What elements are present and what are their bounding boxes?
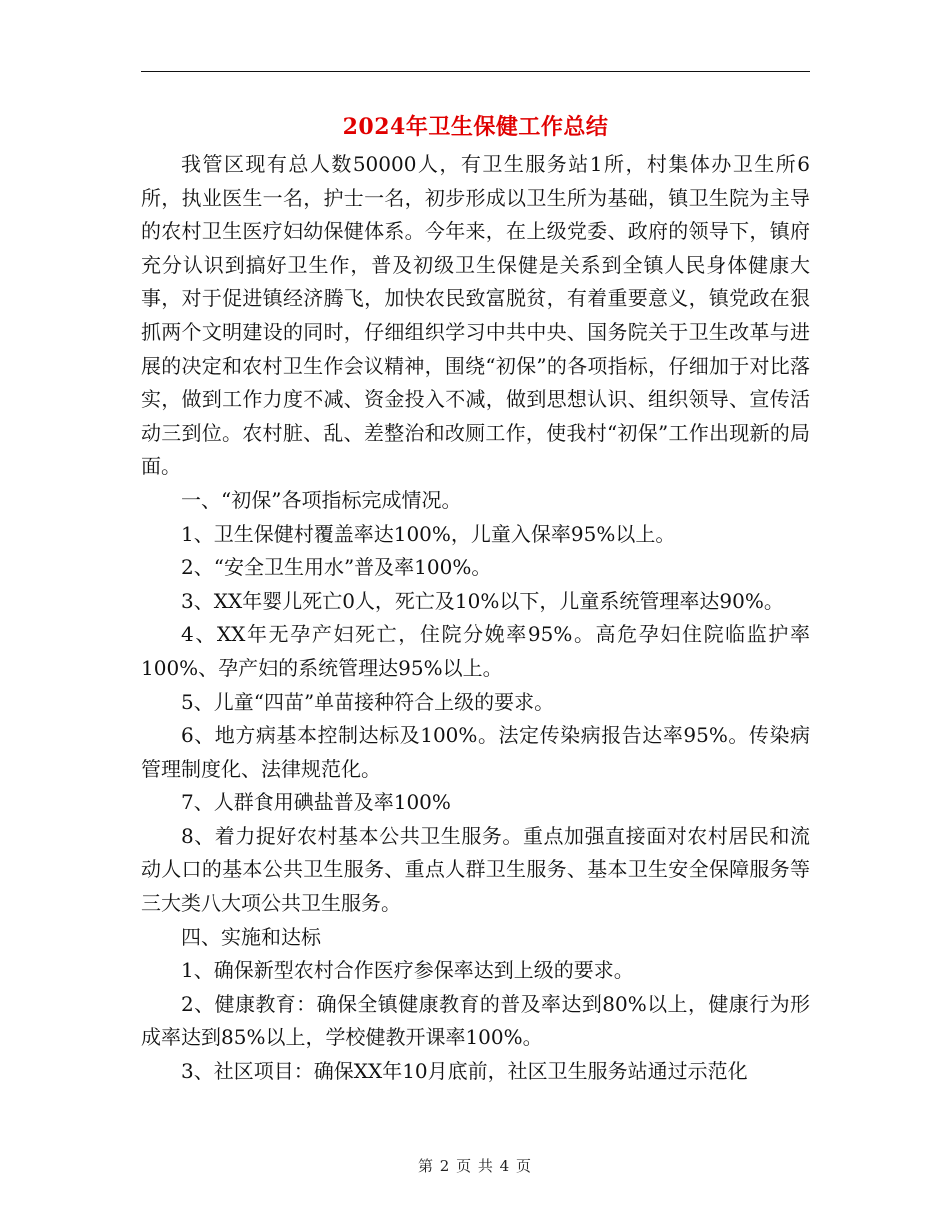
list-item: 4、XX年无孕产妇死亡，住院分娩率95%。高危孕妇住院临监护率100%、孕产妇的系统管理达95%以上。 [141,622,810,680]
list-item: 2、“安全卫生用水”普及率100%。 [181,555,492,580]
list-item: 3、XX年婴儿死亡0人，死亡及10%以下，儿童系统管理率达90%。 [181,588,784,613]
list-item: 2、健康教育：确保全镇健康教育的普及率达到80%以上，健康行为形成率达到85%以上，学校健教开课率100%。 [141,991,810,1050]
list-item: 6、地方病基本控制达标及100%。法定传染病报告达率95%。传染病管理制度化、法律规范化。 [141,723,810,781]
list-item: 3、社区项目：确保XX年10月底前，社区卫生服务站通过示范化 [181,1059,748,1084]
list-item: 1、卫生保健村覆盖率达100%，儿童入保率95%以上。 [181,521,676,546]
page-footer: 第 2 页 共 4 页 [418,1157,532,1175]
list-item: 1、确保新型农村合作医疗参保率达到上级的要求。 [181,958,634,983]
document-title: 2024年卫生保健工作总结 [342,114,609,140]
section-heading: 一、“初保”各项指标完成情况。 [181,487,462,512]
list-item: 7、人群食用碘盐普及率100% [181,790,451,815]
list-item: 8、着力捉好农村基本公共卫生服务。重点加强直接面对农村居民和流动人口的基本公共卫生服务、重点人群卫生服务、基本卫生安全保障服务等三大类八大项公共卫生服务。 [141,823,810,916]
list-item: 5、儿童“四苗”单苗接种符合上级的要求。 [181,689,555,714]
document-body [141,148,810,1089]
header-rule [141,71,810,72]
section-heading: 四、实施和达标 [181,924,321,949]
paragraph-intro: 我管区现有总人数50000人，有卫生服务站1所，村集体办卫生所6所，执业医生一名，护士一名，初步形成以卫生所为基础，镇卫生院为主导的农村卫生医疗妇幼保健体系。今年来，在上级党委、政府的领导下，镇府充分认识到搞好卫生作，普及初级卫生保健是关系到全镇人民身体健康大事，对于促进镇经济腾飞，加快农民致富脱贫，有着重要意义，镇党政在狠抓两个文明建设的同时，仔细组织学习中共中央、国务院关于卫生改革与进展的决定和农村卫生作会议精神，围绕“初保”的各项指标，仔细加于对比落实，做到工作力度不减、资金投入不减，做到思想认识、组织领导、宣传活动三到位。农村脏、乱、差整治和改厕工作，使我村“初保”工作出现新的局面。 [141,152,810,479]
